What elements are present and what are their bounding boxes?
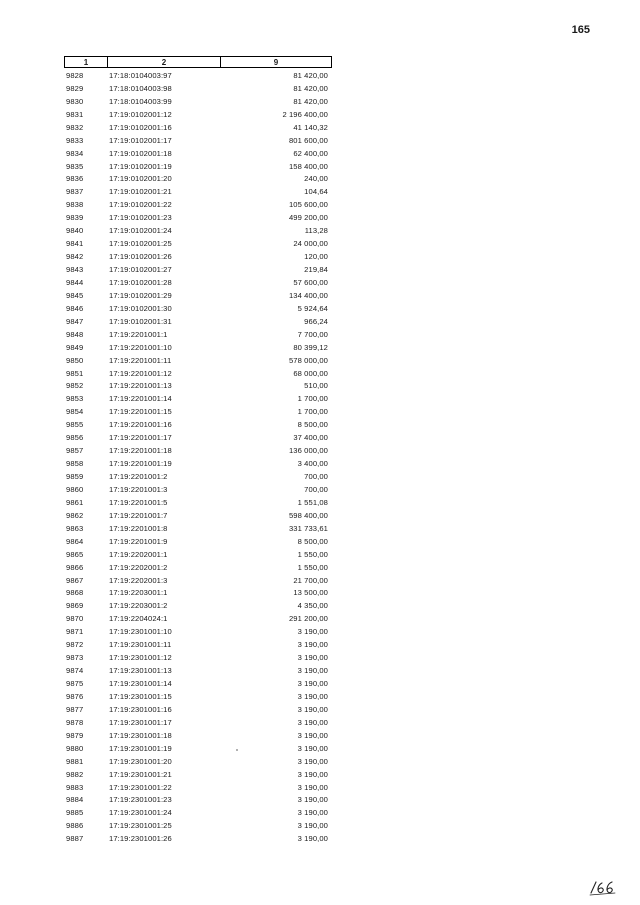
- table-row: [64, 147, 332, 160]
- cadastral-value-cell: 3 190,00: [297, 795, 328, 805]
- cadastral-value-cell: 3 190,00: [297, 679, 328, 689]
- table-row: [64, 690, 332, 703]
- cadastral-number-cell: 17:19:0102001:25: [109, 239, 172, 249]
- cadastral-number-cell: 17:19:2201001:12: [109, 368, 172, 378]
- table-row: [64, 160, 332, 173]
- row-number-cell: 9848: [66, 329, 84, 339]
- cadastral-value-cell: 700,00: [304, 484, 328, 494]
- table-row: [64, 716, 332, 729]
- cadastral-value-cell: 8 500,00: [297, 420, 328, 430]
- table-row: [64, 263, 332, 276]
- row-number-cell: 9844: [66, 277, 84, 287]
- cadastral-number-cell: 17:19:0102001:26: [109, 252, 172, 262]
- table-row: [64, 237, 332, 250]
- row-number-cell: 9877: [66, 704, 84, 714]
- cadastral-value-cell: 21 700,00: [293, 575, 328, 585]
- table-row: [64, 548, 332, 561]
- cadastral-value-cell: 510,00: [304, 381, 328, 391]
- table-row: [64, 483, 332, 496]
- cadastral-number-cell: 17:19:2201001:15: [109, 407, 172, 417]
- table-row: [64, 496, 332, 509]
- row-number-cell: 9870: [66, 614, 84, 624]
- row-number-cell: 9854: [66, 407, 84, 417]
- row-number-cell: 9831: [66, 109, 84, 119]
- row-number-cell: 9829: [66, 83, 84, 93]
- row-number-cell: 9834: [66, 148, 84, 158]
- table-row: [64, 405, 332, 418]
- row-number-cell: 9878: [66, 717, 84, 727]
- cadastral-value-cell: 3 190,00: [297, 743, 328, 753]
- cadastral-number-cell: 17:19:2201001:18: [109, 446, 172, 456]
- row-number-cell: 9861: [66, 497, 84, 507]
- row-number-cell: 9869: [66, 601, 84, 611]
- cadastral-value-cell: 62 400,00: [293, 148, 328, 158]
- row-number-cell: 9872: [66, 640, 84, 650]
- cadastral-number-cell: 17:19:2301001:10: [109, 627, 172, 637]
- row-number-cell: 9845: [66, 290, 84, 300]
- cadastral-value-cell: 3 190,00: [297, 627, 328, 637]
- table-row: [64, 522, 332, 535]
- cadastral-number-cell: 17:19:2301001:22: [109, 782, 172, 792]
- cadastral-value-cell: 7 700,00: [297, 329, 328, 339]
- cadastral-number-cell: 17:19:2201001:8: [109, 523, 168, 533]
- row-number-cell: 9846: [66, 303, 84, 313]
- cadastral-number-cell: 17:19:2201001:9: [109, 536, 168, 546]
- cadastral-value-cell: 3 400,00: [297, 459, 328, 469]
- cadastral-number-cell: 17:18:0104003:97: [109, 70, 172, 80]
- cadastral-value-cell: 578 000,00: [288, 355, 328, 365]
- row-number-cell: 9876: [66, 691, 84, 701]
- page-number: 165: [571, 24, 590, 36]
- cadastral-number-cell: 17:19:0102001:12: [109, 109, 172, 119]
- cadastral-number-cell: 17:18:0104003:98: [109, 83, 172, 93]
- table-row: [64, 121, 332, 134]
- row-number-cell: 9880: [66, 743, 84, 753]
- table-row: [64, 418, 332, 431]
- cadastral-value-cell: 5 924,64: [297, 303, 328, 313]
- table-row: [64, 354, 332, 367]
- cadastral-value-cell: 41 140,32: [293, 122, 328, 132]
- cadastral-number-cell: 17:19:0102001:19: [109, 161, 172, 171]
- cadastral-value-cell: 113,28: [304, 226, 328, 236]
- cadastral-number-cell: 17:19:2301001:17: [109, 717, 172, 727]
- row-number-cell: 9833: [66, 135, 84, 145]
- row-number-cell: 9838: [66, 200, 84, 210]
- cadastral-value-cell: 966,24: [304, 316, 328, 326]
- table-row: [64, 535, 332, 548]
- cadastral-value-cell: 219,84: [304, 265, 328, 275]
- table-row: [64, 69, 332, 82]
- cadastral-value-cell: 1 550,00: [297, 562, 328, 572]
- cadastral-value-cell: 3 190,00: [297, 808, 328, 818]
- cadastral-number-cell: 17:19:2201001:13: [109, 381, 172, 391]
- cadastral-value-cell: 3 190,00: [297, 821, 328, 831]
- cadastral-number-cell: 17:19:2201001:16: [109, 420, 172, 430]
- row-number-cell: 9871: [66, 627, 84, 637]
- table-row: [64, 677, 332, 690]
- cadastral-number-cell: 17:19:0102001:24: [109, 226, 172, 236]
- table-row: [64, 742, 332, 755]
- row-number-cell: 9883: [66, 782, 84, 792]
- cadastral-number-cell: 17:19:2301001:25: [109, 821, 172, 831]
- row-number-cell: 9859: [66, 472, 84, 482]
- table-row: [64, 444, 332, 457]
- cadastral-number-cell: 17:19:2201001:1: [109, 329, 168, 339]
- cadastral-value-cell: 1 700,00: [297, 394, 328, 404]
- cadastral-number-cell: 17:19:2201001:7: [109, 510, 168, 520]
- table-header: [64, 56, 332, 68]
- row-number-cell: 9886: [66, 821, 84, 831]
- cadastral-number-cell: 17:19:2301001:18: [109, 730, 172, 740]
- table-row: [64, 211, 332, 224]
- table-row: [64, 612, 332, 625]
- row-number-cell: 9885: [66, 808, 84, 818]
- cadastral-number-cell: 17:19:0102001:21: [109, 187, 172, 197]
- cadastral-number-cell: 17:19:0102001:20: [109, 174, 172, 184]
- cadastral-number-cell: 17:19:2301001:12: [109, 653, 172, 663]
- row-number-cell: 9856: [66, 433, 84, 443]
- cadastral-number-cell: 17:18:0104003:99: [109, 96, 172, 106]
- table-row: [64, 625, 332, 638]
- cadastral-value-cell: 3 190,00: [297, 730, 328, 740]
- table-row: [64, 198, 332, 211]
- cadastral-value-cell: 3 190,00: [297, 640, 328, 650]
- row-number-cell: 9882: [66, 769, 84, 779]
- row-number-cell: 9865: [66, 549, 84, 559]
- cadastral-value-cell: 3 190,00: [297, 769, 328, 779]
- cadastral-number-cell: 17:19:0102001:30: [109, 303, 172, 313]
- cadastral-number-cell: 17:19:2301001:23: [109, 795, 172, 805]
- cadastral-number-cell: 17:19:0102001:27: [109, 265, 172, 275]
- cadastral-number-cell: 17:19:0102001:22: [109, 200, 172, 210]
- cadastral-number-cell: 17:19:2301001:19: [109, 743, 172, 753]
- row-number-cell: 9874: [66, 666, 84, 676]
- table-row: [64, 289, 332, 302]
- table-row: [64, 729, 332, 742]
- cadastral-number-cell: 17:19:2204024:1: [109, 614, 168, 624]
- table-row: [64, 819, 332, 832]
- cadastral-number-cell: 17:19:2301001:14: [109, 679, 172, 689]
- cadastral-number-cell: 17:19:2301001:16: [109, 704, 172, 714]
- row-number-cell: 9864: [66, 536, 84, 546]
- cadastral-number-cell: 17:19:0102001:29: [109, 290, 172, 300]
- row-number-cell: 9855: [66, 420, 84, 430]
- row-number-cell: 9853: [66, 394, 84, 404]
- cadastral-value-cell: 3 190,00: [297, 717, 328, 727]
- row-number-cell: 9857: [66, 446, 84, 456]
- cadastral-value-cell: 81 420,00: [293, 83, 328, 93]
- table-row: [64, 380, 332, 393]
- table-row: [64, 794, 332, 807]
- cadastral-value-cell: 3 190,00: [297, 756, 328, 766]
- cadastral-value-cell: 1 550,00: [297, 549, 328, 559]
- cadastral-number-cell: 17:19:2301001:15: [109, 691, 172, 701]
- table-row: [64, 755, 332, 768]
- table-row: [64, 392, 332, 405]
- cadastral-number-cell: 17:19:2301001:21: [109, 769, 172, 779]
- cadastral-number-cell: 17:19:2202001:2: [109, 562, 168, 572]
- table-row: [64, 328, 332, 341]
- cadastral-value-cell: 291 200,00: [288, 614, 328, 624]
- table-body: [64, 69, 332, 845]
- row-number-cell: 9837: [66, 187, 84, 197]
- table-row: [64, 134, 332, 147]
- row-number-cell: 9860: [66, 484, 84, 494]
- cadastral-value-cell: 240,00: [304, 174, 328, 184]
- row-number-cell: 9840: [66, 226, 84, 236]
- cadastral-number-cell: 17:19:0102001:18: [109, 148, 172, 158]
- table-row: [64, 108, 332, 121]
- cadastral-number-cell: 17:19:2201001:10: [109, 342, 172, 352]
- column-header-9: 9: [273, 57, 279, 67]
- cadastral-value-cell: 598 400,00: [288, 510, 328, 520]
- table-row: [64, 651, 332, 664]
- row-number-cell: 9852: [66, 381, 84, 391]
- table-row: [64, 561, 332, 574]
- cadastral-value-cell: 68 000,00: [293, 368, 328, 378]
- row-number-cell: 9836: [66, 174, 84, 184]
- table-row: [64, 703, 332, 716]
- row-number-cell: 9862: [66, 510, 84, 520]
- cadastral-value-cell: 24 000,00: [293, 239, 328, 249]
- table-row: [64, 768, 332, 781]
- handwritten-page-mark: [588, 878, 618, 896]
- table-row: [64, 224, 332, 237]
- row-number-cell: 9866: [66, 562, 84, 572]
- cadastral-value-cell: 80 399,12: [293, 342, 328, 352]
- row-number-cell: 9873: [66, 653, 84, 663]
- table-row: [64, 509, 332, 522]
- table-row: [64, 173, 332, 186]
- table-row: [64, 276, 332, 289]
- cadastral-number-cell: 17:19:2201001:14: [109, 394, 172, 404]
- cadastral-value-cell: 134 400,00: [288, 290, 328, 300]
- scan-speck: [236, 749, 238, 751]
- table-row: [64, 587, 332, 600]
- cadastral-number-cell: 17:19:2203001:2: [109, 601, 168, 611]
- column-header-2: 2: [108, 57, 221, 67]
- table-row: [64, 341, 332, 354]
- row-number-cell: 9858: [66, 459, 84, 469]
- cadastral-value-cell: 104,64: [304, 187, 328, 197]
- table-row: [64, 832, 332, 845]
- cadastral-value-cell: 57 600,00: [293, 277, 328, 287]
- row-number-cell: 9851: [66, 368, 84, 378]
- table-row: [64, 781, 332, 794]
- cadastral-number-cell: 17:19:2301001:24: [109, 808, 172, 818]
- table-row: [64, 470, 332, 483]
- cadastral-value-cell: 13 500,00: [293, 588, 328, 598]
- cadastral-value-cell: 8 500,00: [297, 536, 328, 546]
- table-row: [64, 638, 332, 651]
- row-number-cell: 9868: [66, 588, 84, 598]
- table-row: [64, 457, 332, 470]
- cadastral-number-cell: 17:19:2203001:1: [109, 588, 168, 598]
- cadastral-number-cell: 17:19:2202001:1: [109, 549, 168, 559]
- cadastral-number-cell: 17:19:0102001:28: [109, 277, 172, 287]
- row-number-cell: 9839: [66, 213, 84, 223]
- table-row: [64, 367, 332, 380]
- row-number-cell: 9830: [66, 96, 84, 106]
- cadastral-value-cell: 499 200,00: [288, 213, 328, 223]
- cadastral-value-cell: 120,00: [304, 252, 328, 262]
- cadastral-value-cell: 81 420,00: [293, 96, 328, 106]
- cadastral-value-cell: 3 190,00: [297, 782, 328, 792]
- row-number-cell: 9863: [66, 523, 84, 533]
- table-row: [64, 431, 332, 444]
- cadastral-number-cell: 17:19:2201001:5: [109, 497, 168, 507]
- cadastral-value-cell: 4 350,00: [297, 601, 328, 611]
- cadastral-number-cell: 17:19:0102001:17: [109, 135, 172, 145]
- cadastral-number-cell: 17:19:0102001:16: [109, 122, 172, 132]
- table-row: [64, 82, 332, 95]
- cadastral-number-cell: 17:19:2301001:11: [109, 640, 172, 650]
- table-row: [64, 185, 332, 198]
- table-row: [64, 95, 332, 108]
- cadastral-number-cell: 17:19:2201001:17: [109, 433, 172, 443]
- row-number-cell: 9841: [66, 239, 84, 249]
- table-row: [64, 574, 332, 587]
- row-number-cell: 9867: [66, 575, 84, 585]
- cadastral-number-cell: 17:19:2201001:3: [109, 484, 168, 494]
- cadastral-value-cell: 81 420,00: [293, 70, 328, 80]
- row-number-cell: 9881: [66, 756, 84, 766]
- cadastral-value-cell: 37 400,00: [293, 433, 328, 443]
- row-number-cell: 9842: [66, 252, 84, 262]
- cadastral-value-cell: 3 190,00: [297, 653, 328, 663]
- cadastral-number-cell: 17:19:0102001:23: [109, 213, 172, 223]
- cadastral-value-cell: 801 600,00: [288, 135, 328, 145]
- cadastral-value-cell: 3 190,00: [297, 666, 328, 676]
- row-number-cell: 9847: [66, 316, 84, 326]
- cadastral-value-cell: 1 700,00: [297, 407, 328, 417]
- cadastral-number-cell: 17:19:2201001:11: [109, 355, 172, 365]
- row-number-cell: 9843: [66, 265, 84, 275]
- cadastral-value-cell: 136 000,00: [288, 446, 328, 456]
- table-row: [64, 599, 332, 612]
- cadastral-number-cell: 17:19:2201001:19: [109, 459, 172, 469]
- cadastral-number-cell: 17:19:2301001:20: [109, 756, 172, 766]
- cadastral-table: [64, 56, 332, 845]
- table-row: [64, 302, 332, 315]
- cadastral-number-cell: 17:19:0102001:31: [109, 316, 172, 326]
- cadastral-value-cell: 1 551,08: [297, 497, 328, 507]
- cadastral-value-cell: 331 733,61: [288, 523, 328, 533]
- table-row: [64, 664, 332, 677]
- cadastral-value-cell: 3 190,00: [297, 834, 328, 844]
- row-number-cell: 9884: [66, 795, 84, 805]
- row-number-cell: 9828: [66, 70, 84, 80]
- row-number-cell: 9849: [66, 342, 84, 352]
- row-number-cell: 9850: [66, 355, 84, 365]
- row-number-cell: 9879: [66, 730, 84, 740]
- cadastral-value-cell: 158 400,00: [288, 161, 328, 171]
- column-header-1: 1: [65, 57, 108, 67]
- cadastral-number-cell: 17:19:2202001:3: [109, 575, 168, 585]
- table-row: [64, 250, 332, 263]
- table-row: [64, 806, 332, 819]
- cadastral-value-cell: 2 196 400,00: [282, 109, 328, 119]
- cadastral-value-cell: 3 190,00: [297, 704, 328, 714]
- table-row: [64, 315, 332, 328]
- cadastral-value-cell: 700,00: [304, 472, 328, 482]
- row-number-cell: 9835: [66, 161, 84, 171]
- row-number-cell: 9875: [66, 679, 84, 689]
- cadastral-number-cell: 17:19:2201001:2: [109, 472, 168, 482]
- cadastral-value-cell: 105 600,00: [288, 200, 328, 210]
- cadastral-number-cell: 17:19:2301001:26: [109, 834, 172, 844]
- row-number-cell: 9832: [66, 122, 84, 132]
- cadastral-value-cell: 3 190,00: [297, 691, 328, 701]
- cadastral-number-cell: 17:19:2301001:13: [109, 666, 172, 676]
- row-number-cell: 9887: [66, 834, 84, 844]
